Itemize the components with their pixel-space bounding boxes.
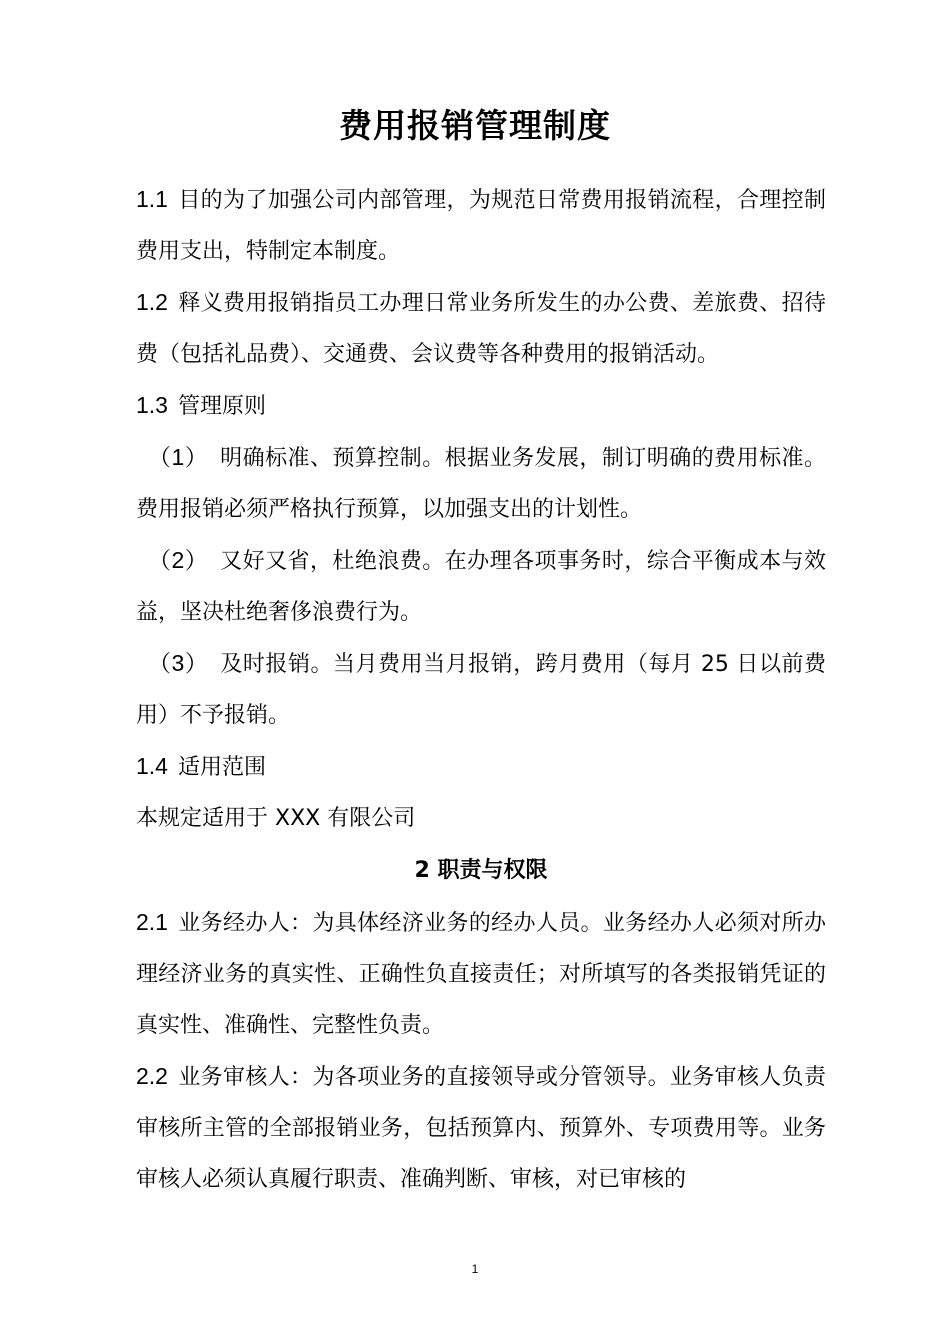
- section-2-title: 2 职责与权限: [414, 858, 548, 883]
- item-text: 又好又省，杜绝浪费。在办理各项事务时，综合平衡成本与效益，坚决杜绝奢侈浪费行为。: [136, 549, 826, 625]
- item-text: 明确标准、预算控制。根据业务发展，制订明确的费用标准。费用报销必须严格执行预算，以加强支出的计划性。: [136, 446, 826, 522]
- item-text: 及时报销。当月费用当月报销，跨月费用（每月 25 日以前费用）不予报销。: [136, 652, 827, 728]
- clause-text: 管理原则: [177, 394, 266, 419]
- clause-number: 1.1: [136, 186, 168, 212]
- principle-2: [136, 535, 826, 638]
- paragraph-1-2: [136, 277, 826, 380]
- clause-text: 业务经办人：为具体经济业务的经办人员。业务经办人必须对所办理经济业务的真实性、正确性负直接责任；对所填写的各类报销凭证的真实性、准确性、完整性负责。: [136, 911, 826, 1038]
- paragraph-2-2: [136, 1051, 826, 1205]
- clause-number: 2.1: [136, 909, 168, 935]
- clause-number: 1.3: [136, 392, 168, 418]
- document-title: 费用报销管理制度: [339, 106, 611, 145]
- item-number: （1）: [148, 444, 209, 470]
- principle-1: [136, 432, 826, 535]
- clause-text: 适用范围: [177, 755, 266, 780]
- paragraph-2-1: [136, 897, 826, 1051]
- clause-text: 业务审核人：为各项业务的直接领导或分管领导。业务审核人负责审核所主管的全部报销业务，包括预算内、预算外、专项费用等。业务审核人必须认真履行职责、准确判断、审核，对已审核的: [136, 1065, 826, 1192]
- clause-text: 目的为了加强公司内部管理，为规范日常费用报销流程，合理控制费用支出，特制定本制度。: [136, 188, 826, 264]
- principle-3: [136, 638, 826, 741]
- paragraph-1-1: [136, 174, 826, 277]
- document-body: [136, 174, 826, 1205]
- scope-statement: [136, 793, 826, 844]
- clause-number: 2.2: [136, 1063, 168, 1089]
- clause-number: 1.4: [136, 753, 168, 779]
- clause-text: 释义费用报销指员工办理日常业务所发生的办公费、差旅费、招待费（包括礼品费）、交通费、会议费等各种费用的报销活动。: [136, 291, 826, 367]
- item-number: （3）: [148, 650, 209, 676]
- page-number: 1: [471, 1262, 479, 1276]
- paragraph-1-4: [136, 741, 826, 793]
- item-number: （2）: [148, 547, 209, 573]
- clause-number: 1.2: [136, 289, 168, 315]
- paragraph-1-3: [136, 380, 826, 432]
- scope-text: 本规定适用于 XXX 有限公司: [136, 806, 416, 831]
